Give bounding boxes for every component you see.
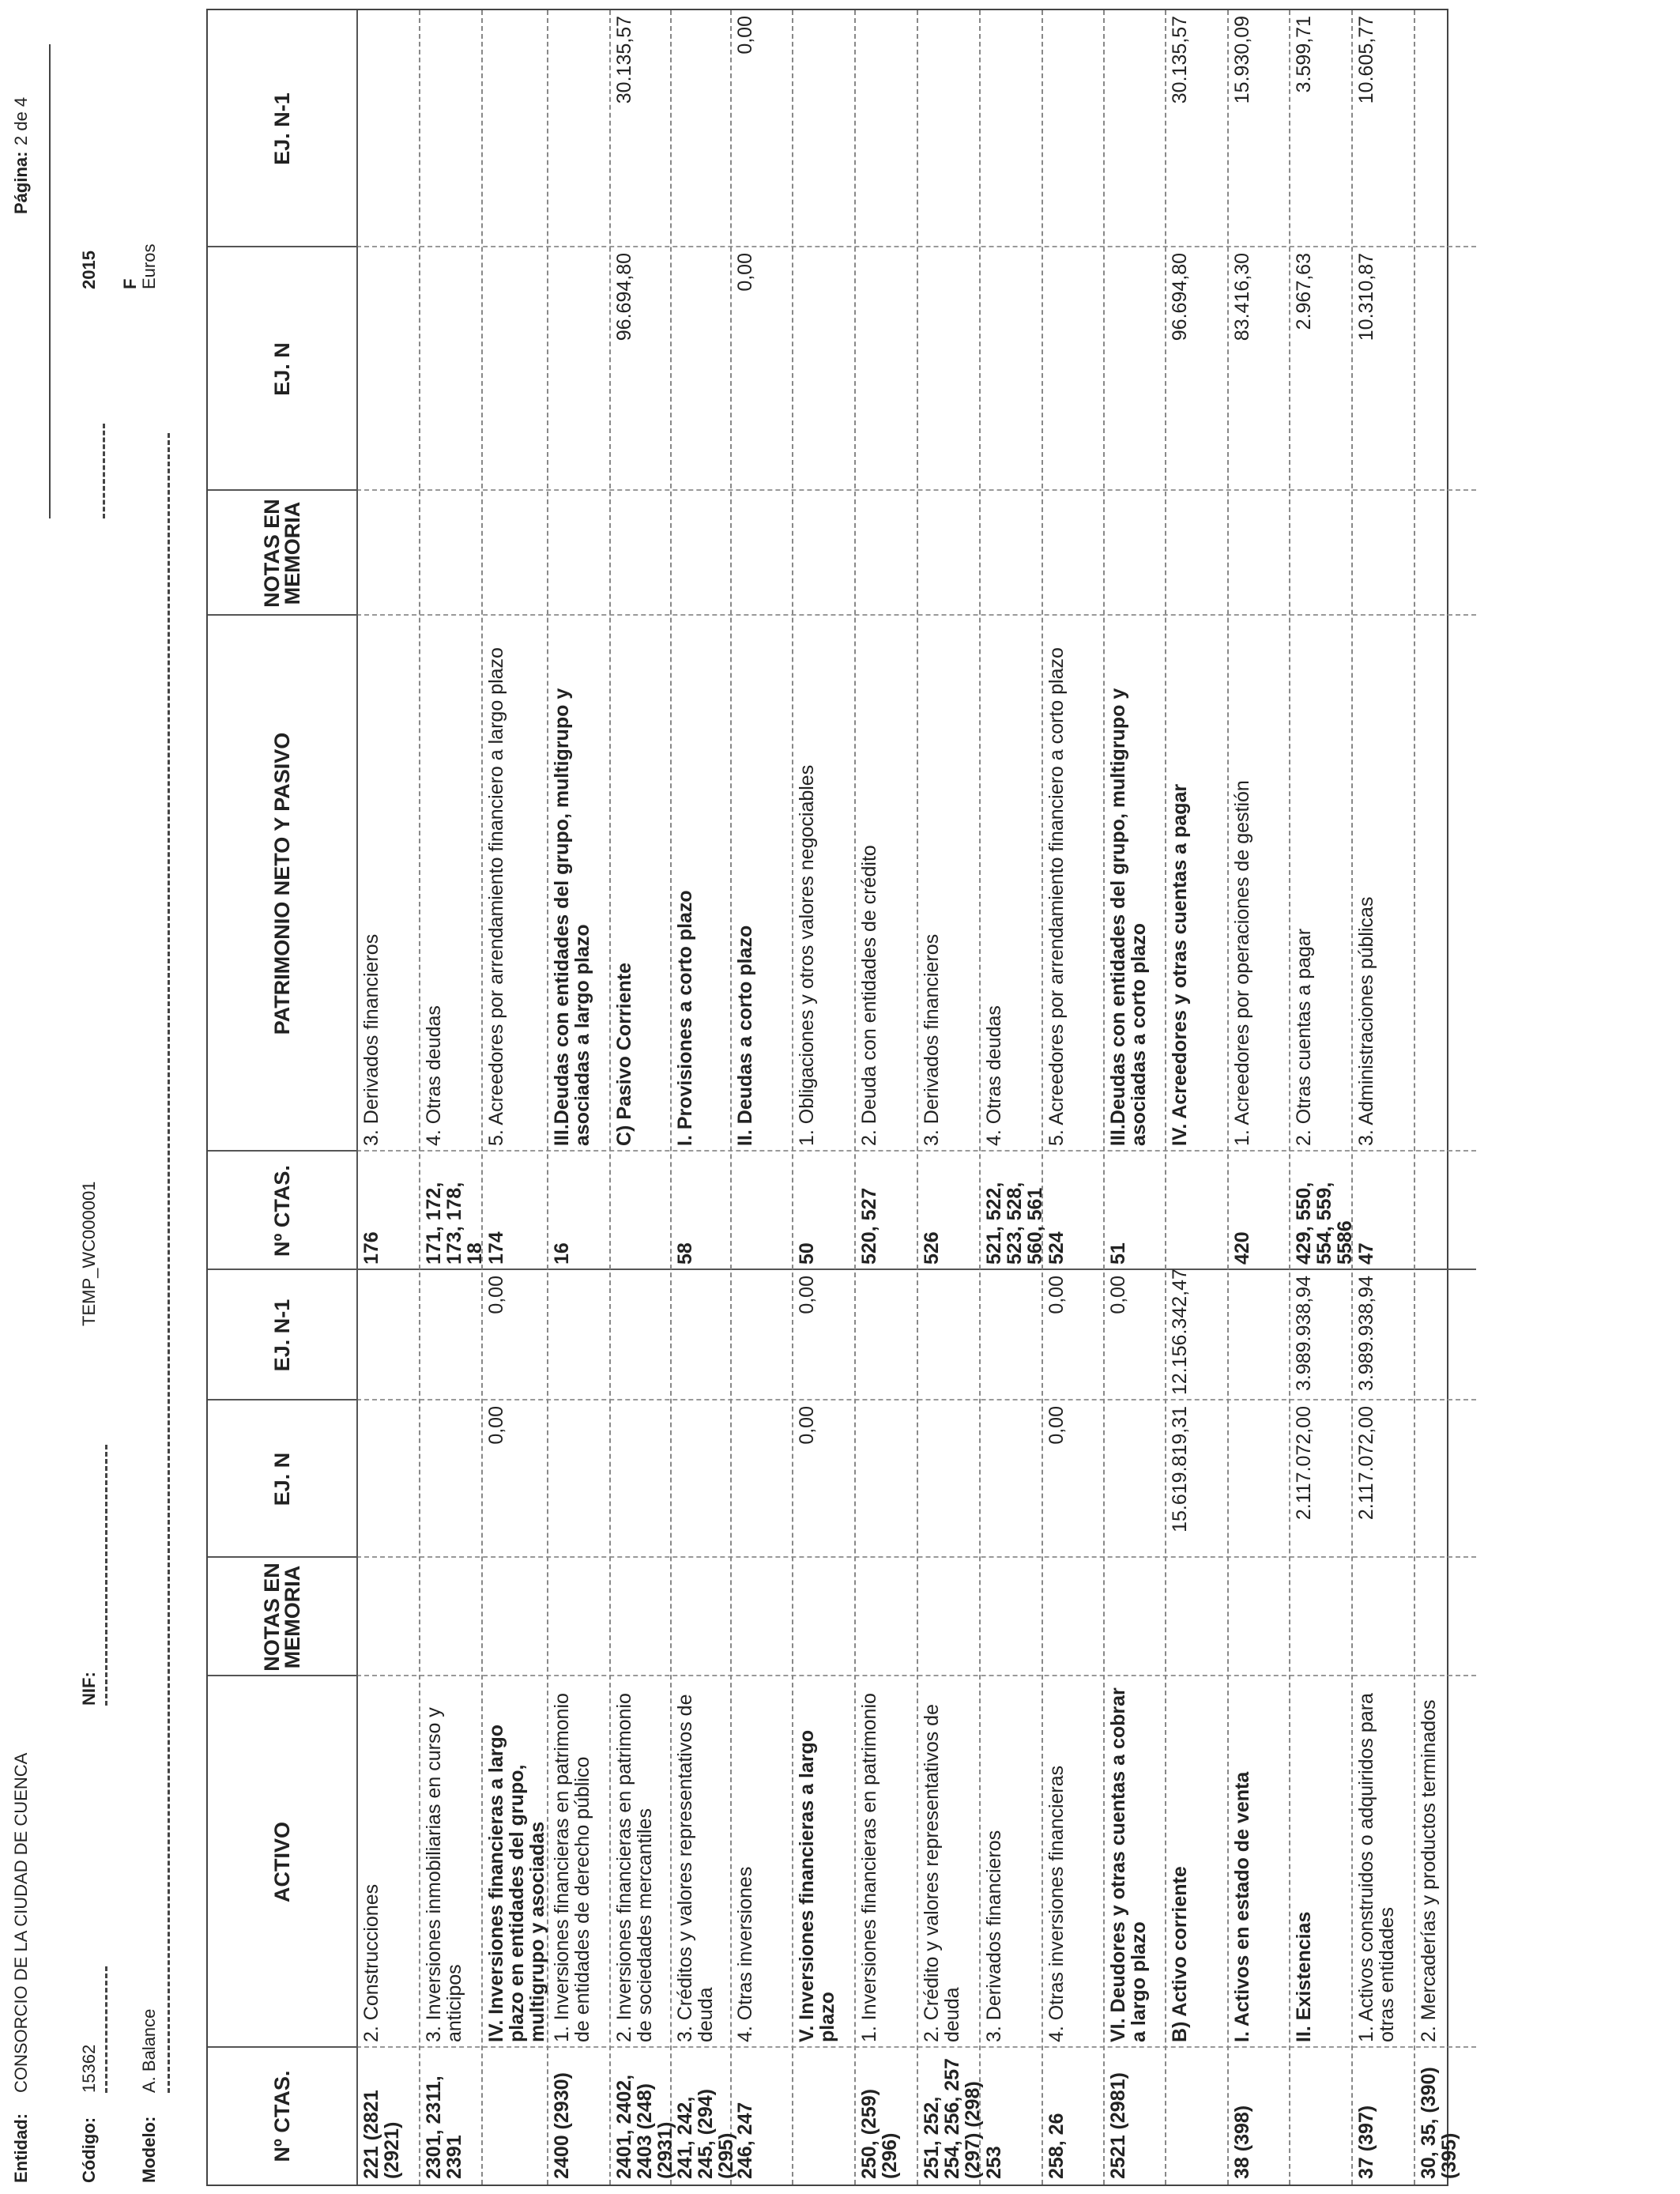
header-ejn-right: EJ. N (270, 342, 294, 396)
ejn1-left-cell: 3.989.938,94 (1355, 1276, 1377, 1391)
ctas-right-cell: 524 (1045, 1231, 1068, 1265)
ejn-left-cell: 0,00 (485, 1406, 507, 1445)
ejn1-left-cell: 0,00 (796, 1276, 818, 1314)
ejn1-left-cell (552, 1276, 608, 1395)
ejn1-right-cell (361, 16, 417, 242)
nif-value: TEMP_WC000001 (79, 1181, 99, 1326)
ejn1-right-cell (675, 16, 729, 242)
ejn-right-cell: 2.967,63 (1293, 253, 1315, 330)
ejn1-left-cell (361, 1276, 417, 1395)
header-ejn-left: EJ. N (270, 1452, 294, 1506)
row-divider (609, 10, 611, 2185)
activo-cell: 3. Créditos y valores representativos de deuda (674, 1694, 717, 2042)
ejn1-left-cell (675, 1276, 729, 1395)
ejn1-right-cell (486, 16, 545, 242)
pasivo-cell: 1. Acreedores por operaciones de gestión (1231, 780, 1253, 1146)
pasivo-cell: 3. Derivados financieros (921, 933, 943, 1146)
activo-cell: 1. Activos construidos o adquiridos para otras entidades (1355, 1693, 1398, 2042)
ejn-right-cell (921, 253, 977, 485)
nif-label: NIF: (79, 1672, 99, 1706)
ejn1-right-cell (552, 16, 608, 242)
ejn1-right-cell (1418, 16, 1475, 242)
ejn-left-cell (921, 1406, 977, 1552)
header-ejn1-right: EJ. N-1 (270, 92, 294, 165)
row-divider (1042, 10, 1043, 2185)
pasivo-cell: I. Provisiones a corto plazo (674, 890, 696, 1146)
ejn-left-cell (859, 1406, 915, 1552)
row-divider (979, 10, 981, 2185)
ejn1-left-cell: 0,00 (1045, 1276, 1068, 1314)
pasivo-cell: 4. Otras deudas (423, 1005, 445, 1146)
ejn-right-cell: 83.416,30 (1231, 253, 1253, 341)
pasivo-cell: IV. Acreedores y otras cuentas a pagar (1169, 783, 1191, 1146)
header-ejn1-left: EJ. N-1 (270, 1299, 294, 1372)
ejn-left-cell: 15.619.819,31 (1169, 1406, 1191, 1532)
ejn1-left-cell (614, 1276, 669, 1395)
ejn1-left-cell (1232, 1276, 1287, 1395)
header-notas-left: NOTAS EN MEMORIA (260, 1563, 304, 1672)
ctas-left-cell: 2301, 2311, 2391 (423, 2075, 465, 2179)
ejn-left-cell (361, 1406, 417, 1552)
ctas-right-cell (735, 1157, 790, 1265)
ctas-right-cell: 58 (674, 1242, 696, 1265)
ejn1-right-cell: 10.605,77 (1355, 16, 1377, 104)
ejn-right-cell (984, 253, 1040, 485)
header-rule (49, 44, 51, 518)
pasivo-cell: 1. Obligaciones y otros valores negociables (796, 764, 818, 1146)
activo-cell: 2. Inversiones financieras en patrimonio de sociedades mercantiles (613, 1693, 656, 2042)
ejn1-right-cell (984, 16, 1040, 242)
header-notas-right: NOTAS EN MEMORIA (260, 499, 304, 608)
ctas-left-cell: 2401, 2402, 2403 (248) (2931) (613, 2074, 676, 2179)
pasivo-cell: 4. Otras deudas (983, 1005, 1005, 1146)
ctas-right-cell (1418, 1157, 1475, 1265)
ejn-right-cell (1418, 253, 1475, 485)
activo-cell: II. Existencias (1293, 1911, 1315, 2042)
row-divider (481, 10, 483, 2185)
ejn-right-cell (859, 253, 915, 485)
ejn1-right-cell: 30.135,57 (613, 16, 635, 104)
ejn-right-cell (361, 253, 417, 485)
modelo-value: A. Balance (139, 2008, 159, 2093)
ejn1-right-cell: 3.599,71 (1293, 16, 1315, 93)
ejn1-left-cell (921, 1276, 977, 1395)
ctas-right-cell: 51 (1107, 1242, 1129, 1265)
ctas-right-cell: 50 (796, 1242, 818, 1265)
balance-table (206, 9, 1460, 2186)
ctas-right-cell: 526 (921, 1231, 943, 1265)
ejn1-right-cell: 0,00 (734, 16, 756, 55)
row-divider (854, 10, 856, 2185)
year: 2015 (79, 251, 99, 289)
ctas-left-cell: 241, 242, 245, (294) (295) (674, 2089, 737, 2179)
pagina-label: Página: (11, 151, 31, 214)
row-divider (1289, 10, 1290, 2185)
ejn-right-cell: 96.694,80 (1169, 253, 1191, 341)
pasivo-cell: C) Pasivo Corriente (613, 962, 635, 1146)
header-ctas-left: Nº CTAS. (270, 2070, 294, 2162)
ctas-left-cell: 250, (259) (296) (858, 2089, 901, 2179)
ctas-left-cell: 221 (2821 (2921) (360, 2090, 403, 2179)
right-dash-line (103, 424, 105, 518)
ejn-right-cell: 0,00 (734, 253, 756, 292)
currency: Euros (139, 243, 159, 289)
ctas-left-cell: 38 (398) (1231, 2105, 1253, 2179)
ejn-left-cell: 2.117.072,00 (1355, 1406, 1377, 1521)
row-divider (419, 10, 420, 2185)
row-divider (1414, 10, 1415, 2185)
pasivo-cell: 2. Deuda con entidades de crédito (858, 845, 880, 1146)
ejn-right-cell (1108, 253, 1163, 485)
ejn-right-cell: 96.694,80 (613, 253, 635, 341)
ejn1-left-cell (424, 1276, 480, 1395)
pasivo-cell: III.Deudas con entidades del grupo, multigrupo y asociadas a largo plazo (551, 688, 593, 1146)
ejn1-left-cell: 12.156.342,47 (1169, 1269, 1191, 1395)
activo-cell: V. Inversiones financieras a largo plazo (796, 1729, 838, 2042)
ctas-right-cell: 174 (485, 1231, 507, 1265)
ctas-left-cell (1170, 2053, 1226, 2179)
ejn1-left-cell: 3.989.938,94 (1293, 1276, 1315, 1391)
ejn-left-cell (984, 1406, 1040, 1552)
activo-cell: B) Activo corriente (1169, 1866, 1191, 2042)
ejn1-right-cell (797, 16, 853, 242)
pasivo-cell: 3. Derivados financieros (360, 933, 382, 1146)
ctas-left-cell: 258, 26 (1045, 2113, 1068, 2179)
ctas-left-cell: 2521 (2981) (1107, 2072, 1129, 2179)
ejn-left-cell (675, 1406, 729, 1552)
ejn-left-cell (424, 1406, 480, 1552)
ctas-right-cell: 420 (1231, 1231, 1253, 1265)
ctas-left-cell: 246, 247 (734, 2102, 756, 2179)
row-divider (917, 10, 918, 2185)
modelo-label: Modelo: (139, 2116, 159, 2183)
row-divider (1103, 10, 1105, 2185)
ejn1-left-cell (1418, 1276, 1475, 1395)
entidad-value: CONSORCIO DE LA CIUDAD DE CUENCA (11, 1752, 31, 2093)
pagina-value: 2 de 4 (11, 96, 31, 145)
ejn1-right-cell (424, 16, 480, 242)
activo-cell: I. Activos en estado de venta (1231, 1771, 1253, 2042)
activo-cell: VI. Deudores y otras cuentas a cobrar a largo plazo (1107, 1687, 1150, 2042)
ejn1-right-cell (921, 16, 977, 242)
pasivo-cell: II. Deudas a corto plazo (734, 925, 756, 1146)
pasivo-cell (1418, 621, 1475, 1146)
ejn-right-cell (486, 253, 545, 485)
ejn1-left-cell (735, 1276, 790, 1395)
ejn-left-cell: 0,00 (796, 1406, 818, 1445)
ejn-right-cell (1046, 253, 1102, 485)
ctas-left-cell: 253 (983, 2146, 1005, 2179)
ejn-left-cell (1232, 1406, 1287, 1552)
header-activo: ACTIVO (270, 1822, 294, 1903)
row-divider (792, 10, 793, 2185)
ejn-left-cell (552, 1406, 608, 1552)
ctas-left-cell (1294, 2053, 1350, 2179)
ejn1-left-cell: 0,00 (1107, 1276, 1129, 1314)
ejn-right-cell (675, 253, 729, 485)
ctas-right-cell: 521, 522, 523, 528, 560, 561 (983, 1182, 1046, 1265)
ejn-right-cell (552, 253, 608, 485)
activo-cell: 2. Construcciones (360, 1883, 382, 2042)
ctas-right-cell: 176 (360, 1231, 382, 1265)
ejn1-right-cell (1108, 16, 1163, 242)
activo-cell: 4. Otras inversiones (734, 1866, 756, 2042)
ejn1-right-cell (859, 16, 915, 242)
ctas-right-cell: 520, 527 (858, 1187, 880, 1265)
activo-cell: 4. Otras inversiones financieras (1045, 1765, 1068, 2042)
ejn1-left-cell (859, 1276, 915, 1395)
ejn1-left-cell (984, 1276, 1040, 1395)
activo-cell: 3. Derivados financieros (983, 1830, 1005, 2042)
row-divider (730, 10, 732, 2185)
ejn-right-cell: 10.310,87 (1355, 253, 1377, 341)
pasivo-cell: III.Deudas con entidades del grupo, multigrupo y asociadas a corto plazo (1107, 688, 1150, 1146)
ctas-right-cell: 16 (551, 1242, 573, 1265)
pasivo-cell: 5. Acreedores por arrendamiento financiero a corto plazo (1045, 647, 1068, 1146)
ejn-right-cell (797, 253, 853, 485)
ctas-right-cell (1170, 1157, 1226, 1265)
activo-cell: 2. Crédito y valores representativos de deuda (921, 1704, 963, 2042)
ctas-right-cell: 171, 172, 173, 178, 18 (423, 1182, 486, 1265)
ejn-left-cell (614, 1406, 669, 1552)
ctas-left-cell: 2400 (2930) (551, 2072, 573, 2179)
header-divider (356, 10, 358, 2185)
ejn1-right-cell (1046, 16, 1102, 242)
ctas-right-cell: 47 (1355, 1242, 1377, 1265)
ctas-right-cell: 429, 550, 554, 559, 5586 (1293, 1182, 1356, 1265)
header-ctas-right: Nº CTAS. (270, 1165, 294, 1257)
ejn-left-cell (735, 1406, 790, 1552)
ejn1-right-cell: 15.930,09 (1231, 16, 1253, 104)
codigo-dash-line (105, 1966, 107, 2093)
row-divider (1351, 10, 1353, 2185)
pasivo-cell: 3. Administraciones públicas (1355, 896, 1377, 1146)
ctas-left-cell: 37 (397) (1355, 2105, 1377, 2179)
modelo-dash-line (168, 433, 170, 2093)
ctas-left-cell: 251, 252, 254, 256, 257 (297) (298) (921, 2058, 984, 2179)
codigo-value: 15362 (79, 2044, 99, 2093)
ejn-left-cell: 2.117.072,00 (1293, 1406, 1315, 1521)
activo-cell: IV. Inversiones financieras a largo plazo en entidades del grupo, multigrupo y asociadas (485, 1724, 548, 2042)
ejn-right-cell (424, 253, 480, 485)
activo-cell: 1. Inversiones financieras en patrimonio de entidades de derecho público (551, 1693, 593, 2042)
ejn-left-cell: 0,00 (1045, 1406, 1068, 1445)
pasivo-cell: 5. Acreedores por arrendamiento financiero a largo plazo (485, 647, 507, 1146)
ejn1-left-cell: 0,00 (485, 1276, 507, 1314)
activo-cell: 2. Mercaderías y productos terminados (1418, 1699, 1440, 2042)
ejn1-right-cell: 30.135,57 (1169, 16, 1191, 104)
nif-dash-line (105, 1445, 107, 1706)
flag: F (120, 278, 140, 289)
ejn-left-cell (1418, 1406, 1475, 1552)
ctas-right-cell (614, 1157, 669, 1265)
row-divider (670, 10, 672, 2185)
entidad-label: Entidad: (11, 2113, 31, 2183)
ejn-left-cell (1108, 1406, 1163, 1552)
activo-cell: 3. Inversiones inmobiliarias en curso y anticipos (423, 1707, 465, 2042)
ctas-left-cell: 30, 35, (390) (395) (1418, 2067, 1460, 2179)
header-pasivo: PATRIMONIO NETO Y PASIVO (270, 732, 294, 1035)
ctas-left-cell (797, 2053, 853, 2179)
row-divider (1227, 10, 1229, 2185)
activo-cell: 1. Inversiones financieras en patrimonio (858, 1693, 880, 2042)
row-divider (1165, 10, 1166, 2185)
pasivo-cell: 2. Otras cuentas a pagar (1293, 928, 1315, 1146)
codigo-label: Código: (79, 2117, 99, 2183)
ctas-left-cell (486, 2053, 545, 2179)
